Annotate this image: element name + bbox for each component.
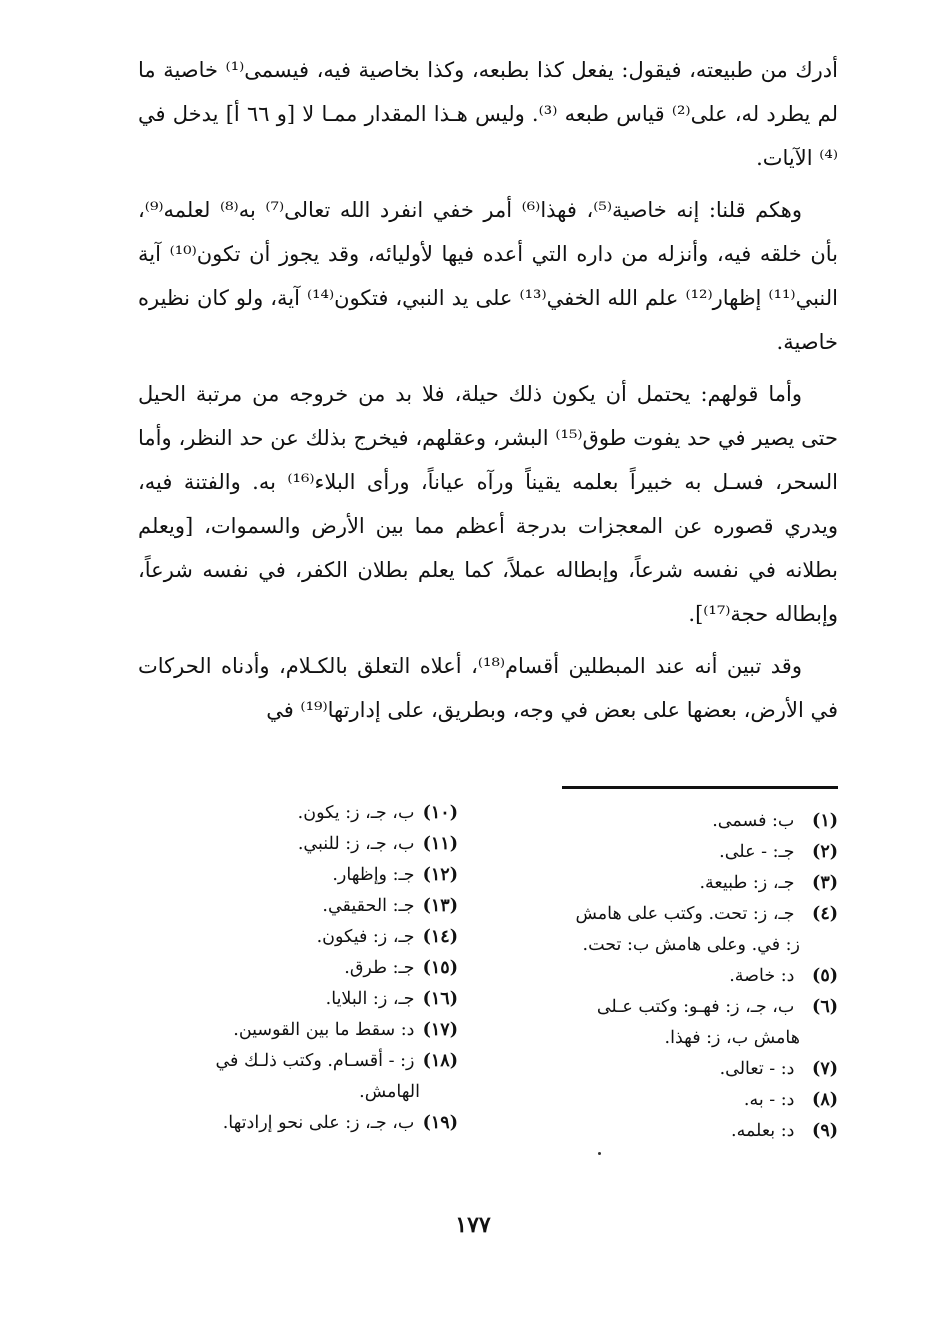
footnote-number: (١١) bbox=[422, 834, 458, 854]
footnotes-left-column bbox=[140, 798, 458, 1139]
footnote-text: ز: - أقسـام. وكتب ذلـك في bbox=[215, 1051, 415, 1071]
footnote bbox=[500, 837, 838, 868]
footnote-number: (١٣) bbox=[422, 896, 458, 916]
footnote-number: (١٥) bbox=[422, 958, 458, 978]
footnote-text: د: سقط ما بين القوسين. bbox=[233, 1020, 415, 1040]
footnote-number: (٩) bbox=[812, 1121, 838, 1141]
footnote-number: (٢) bbox=[812, 842, 838, 862]
footnote bbox=[500, 868, 838, 899]
paragraph-3: وأما قولهم: يحتمل أن يكون ذلك حيلة، فلا بد من خروجه من مرتبة الحيل حتى يصير في حد يفوت طوق⁽¹⁵⁾ البشر، وعقلهم، فيخرج بذلك عن حد النظر، وأما السحر، فسـل به خبيراً بعلمه يقيناً ورآه عياناً، ورأى البلاء⁽¹⁶⁾ به. والفتنة فيه، ويدري قصوره عن المعجزات بدرجة أعظم مما بين الأرض والسموات، [ويعلم بطلانه في نفسه شرعاً، وإبطاله عملاً، كما يعلم بطلان الكفر، في نفسه شرعاً، وإبطاله حجة⁽¹⁷⁾]. bbox=[138, 382, 838, 626]
footnote-number: (٦) bbox=[812, 997, 838, 1017]
footnote-text: د: - تعالى. bbox=[719, 1059, 795, 1079]
footnote-text: ب، جـ، ز: للنبي. bbox=[297, 834, 415, 854]
footnote bbox=[500, 961, 838, 992]
footnote bbox=[500, 899, 838, 961]
footnote-continuation: ز: في. وعلى هامش ب: تحت. bbox=[582, 935, 800, 955]
main-text bbox=[138, 48, 838, 740]
footnote-number: (١) bbox=[812, 811, 838, 831]
scan-speck bbox=[598, 1152, 601, 1155]
footnote bbox=[140, 1046, 458, 1108]
footnote-text: جـ: طرق. bbox=[344, 958, 415, 978]
footnote-number: (٧) bbox=[812, 1059, 838, 1079]
footnote bbox=[500, 992, 838, 1054]
footnote-text: ب: فسمى. bbox=[712, 811, 795, 831]
footnote-number: (٤) bbox=[812, 904, 838, 924]
footnote-number: (١٨) bbox=[422, 1051, 458, 1071]
footnote bbox=[500, 1054, 838, 1085]
footnote-text: د: بعلمه. bbox=[731, 1121, 795, 1141]
footnote-text: د: خاصة. bbox=[729, 966, 795, 986]
footnote bbox=[140, 1108, 458, 1139]
paragraph-1: أدرك من طبيعته، فيقول: يفعل كذا بطبعه، وكذا بخاصية فيه، فيسمى⁽¹⁾ خاصية ما لم يطرد له، على⁽²⁾ قياس طبعه ⁽³⁾. وليس هـذا المقدار ممـا لا [و ٦٦ أ] يدخل في ⁽⁴⁾ الآيات. bbox=[138, 58, 838, 170]
footnote-text: د: - به. bbox=[743, 1090, 795, 1110]
footnote-text: ب، جـ، ز: يكون. bbox=[297, 803, 415, 823]
footnote-number: (١٧) bbox=[422, 1020, 458, 1040]
footnote-number: (١٩) bbox=[422, 1113, 458, 1133]
footnote-divider bbox=[562, 786, 838, 789]
footnote-continuation: الهامش. bbox=[359, 1082, 420, 1102]
footnote-number: (٣) bbox=[812, 873, 838, 893]
footnote bbox=[140, 798, 458, 829]
footnote-continuation: هامش ب، ز: فهذا. bbox=[664, 1028, 800, 1048]
footnote bbox=[500, 806, 838, 837]
footnote-number: (١٠) bbox=[422, 803, 458, 823]
paragraph-2: وهكم قلنا: إنه خاصية⁽⁵⁾، فهذا⁽⁶⁾ أمر خفي انفرد الله تعالى⁽⁷⁾ به⁽⁸⁾ لعلمه⁽⁹⁾، بأن خلقه فيه، وأنزله من داره التي أعده فيها لأوليائه، وقد يجوز أن تكون⁽¹⁰⁾ آية النبي⁽¹¹⁾ إظهار⁽¹²⁾ علم الله الخفي⁽¹³⁾ على يد النبي، فتكون⁽¹⁴⁾ آية، ولو كان نظيره خاصية. bbox=[138, 198, 838, 354]
page-number: ١٧٧ bbox=[455, 1212, 491, 1238]
footnote-number: (٨) bbox=[812, 1090, 838, 1110]
footnote bbox=[140, 891, 458, 922]
footnote-text: جـ: وإظهار. bbox=[332, 865, 415, 885]
footnote bbox=[140, 953, 458, 984]
footnote-text: جـ: - على. bbox=[719, 842, 795, 862]
footnote-text: جـ، ز: البلايا. bbox=[325, 989, 415, 1009]
footnote-number: (١٤) bbox=[422, 927, 458, 947]
footnotes-right-column bbox=[500, 806, 838, 1147]
footnote-text: ب، جـ، ز: على نحو إرادتها. bbox=[222, 1113, 415, 1133]
footnote-text: ب، جـ، ز: فهـو: وكتب عـلى bbox=[596, 997, 795, 1017]
footnote-number: (١٦) bbox=[422, 989, 458, 1009]
footnote bbox=[140, 829, 458, 860]
footnote bbox=[140, 922, 458, 953]
footnote-number: (٥) bbox=[812, 966, 838, 986]
footnote-text: جـ، ز: تحت. وكتب على هامش bbox=[575, 904, 795, 924]
footnote bbox=[500, 1116, 838, 1147]
footnote-number: (١٢) bbox=[422, 865, 458, 885]
footnote-text: جـ، ز: فيكون. bbox=[316, 927, 415, 947]
footnote-text: جـ: الحقيقي. bbox=[322, 896, 415, 916]
footnote bbox=[140, 1015, 458, 1046]
footnote-text: جـ، ز: طبيعة. bbox=[699, 873, 795, 893]
footnote bbox=[500, 1085, 838, 1116]
paragraph-4: وقد تبين أنه عند المبطلين أقسام⁽¹⁸⁾، أعلاه التعلق بالكـلام، وأدناه الحركات في الأرض، بعضها على بعض في وجه، وبطريق، على إدارتها⁽¹⁹⁾ في bbox=[138, 654, 838, 722]
footnote bbox=[140, 860, 458, 891]
footnote bbox=[140, 984, 458, 1015]
